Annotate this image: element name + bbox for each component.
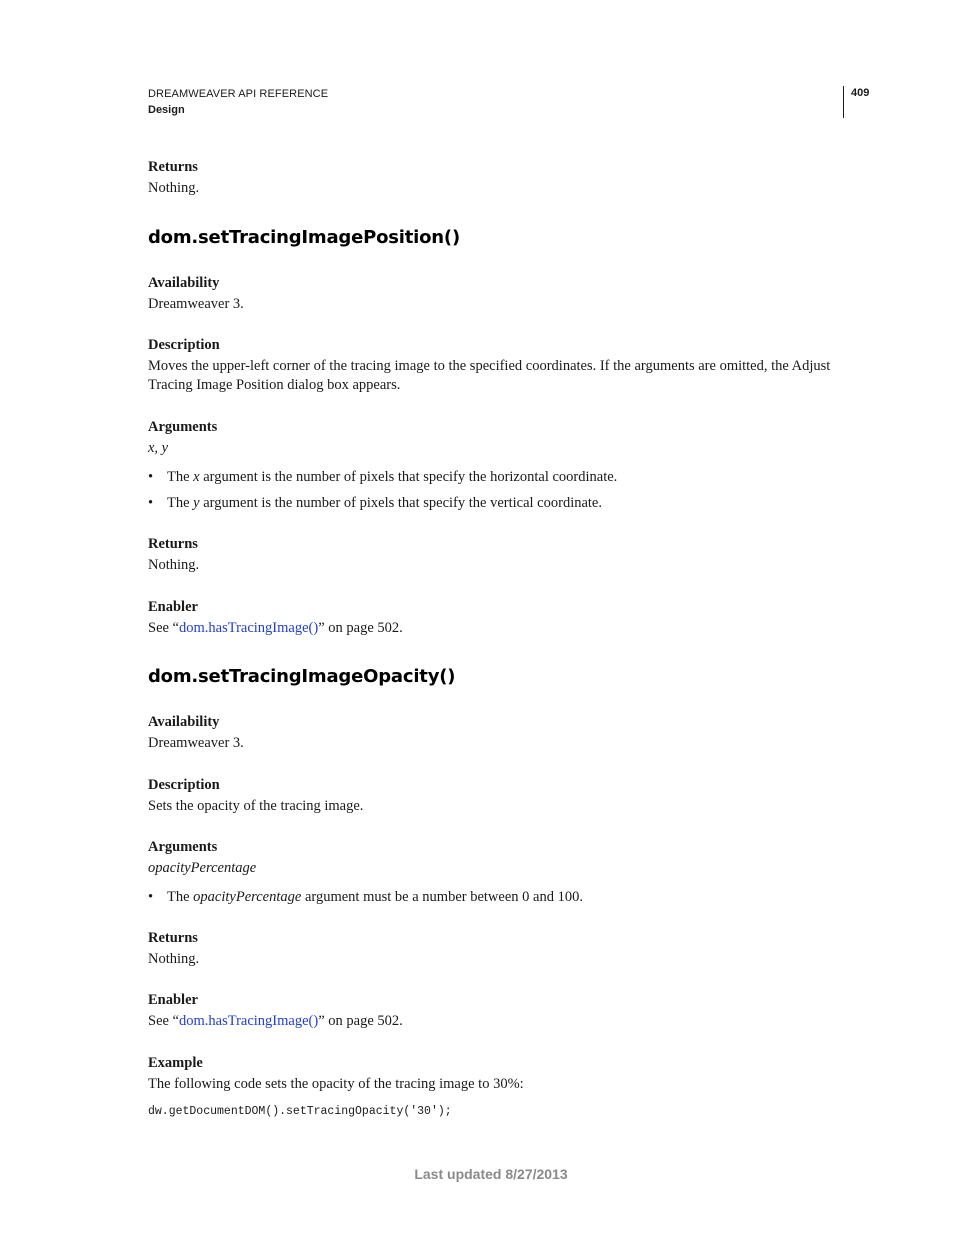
opacity-availability-label: Availability	[148, 714, 220, 730]
position-availability-label: Availability	[148, 275, 220, 291]
opacity-enabler-section	[148, 991, 848, 1031]
bullet-argument: y	[193, 495, 200, 511]
opacity-enabler-text	[148, 1012, 848, 1031]
bullet-suffix: argument is the number of pixels that specify the vertical coordinate.	[199, 495, 602, 511]
position-returns-value: Nothing.	[148, 557, 200, 573]
opacity-returns-value: Nothing.	[148, 951, 200, 967]
opacity-example-value: The following code sets the opacity of the tracing image to 30%:	[148, 1076, 524, 1092]
running-header-section: Design	[148, 104, 185, 116]
intro-returns-section	[148, 158, 848, 198]
running-header-title: DREAMWEAVER API REFERENCE	[148, 88, 329, 100]
enabler-link[interactable]: dom.hasTracingImage()	[179, 620, 319, 636]
position-availability-value: Dreamweaver 3.	[148, 296, 244, 312]
opacity-enabler-label: Enabler	[148, 992, 198, 1008]
position-availability-section	[148, 274, 848, 314]
bullet-argument: opacityPercentage	[193, 889, 302, 905]
opacity-description-section	[148, 776, 848, 816]
position-description-section	[148, 336, 848, 395]
opacity-description-value: Sets the opacity of the tracing image.	[148, 798, 364, 814]
position-returns-section	[148, 535, 848, 575]
position-description-line1: Moves the upper-left corner of the tracing image to the specified coordinates. If the arguments are omitted, the Adjust	[148, 358, 831, 374]
enabler-prefix: See “	[148, 1013, 179, 1029]
opacity-example-section	[148, 1054, 848, 1094]
opacity-availability-value: Dreamweaver 3.	[148, 735, 244, 751]
enabler-suffix: ” on page 502.	[318, 620, 403, 636]
header-divider	[843, 86, 844, 118]
enabler-prefix: See “	[148, 620, 179, 636]
bullet-prefix: The	[167, 469, 194, 485]
position-arguments-label: Arguments	[148, 419, 218, 435]
position-arguments-value: x, y	[148, 440, 169, 456]
code-sample: dw.getDocumentDOM().setTracingOpacity('30');	[148, 1105, 452, 1118]
position-enabler-label: Enabler	[148, 599, 198, 615]
position-arguments-section	[148, 418, 848, 458]
bullet-suffix: argument must be a number between 0 and 100.	[301, 889, 583, 905]
page-number: 409	[851, 87, 870, 99]
opacity-arguments-label: Arguments	[148, 839, 218, 855]
enabler-link[interactable]: dom.hasTracingImage()	[179, 1013, 319, 1029]
bullet-text	[167, 888, 583, 907]
bullet-glyph: •	[148, 495, 154, 511]
opacity-returns-section	[148, 929, 848, 969]
intro-returns-label: Returns	[148, 159, 198, 175]
bullet-prefix: The	[167, 495, 194, 511]
footer-last-updated: Last updated 8/27/2013	[414, 1166, 568, 1182]
bullet-suffix: argument is the number of pixels that specify the horizontal coordinate.	[199, 469, 618, 485]
enabler-suffix: ” on page 502.	[318, 1013, 403, 1029]
opacity-example-label: Example	[148, 1055, 203, 1071]
position-enabler-section	[148, 598, 848, 638]
bullet-text	[167, 468, 617, 487]
opacity-heading: dom.setTracingImageOpacity()	[148, 666, 456, 687]
opacity-description-label: Description	[148, 777, 220, 793]
bullet-glyph: •	[148, 469, 154, 485]
position-enabler-text	[148, 619, 848, 638]
opacity-availability-section	[148, 713, 848, 753]
bullet-argument: x	[193, 469, 200, 485]
opacity-arguments-value: opacityPercentage	[148, 860, 257, 876]
position-heading: dom.setTracingImagePosition()	[148, 227, 460, 248]
bullet-glyph: •	[148, 889, 154, 905]
intro-returns-value: Nothing.	[148, 180, 200, 196]
position-description-line2: Tracing Image Position dialog box appears.	[148, 377, 401, 393]
opacity-arguments-section	[148, 838, 848, 878]
position-returns-label: Returns	[148, 536, 198, 552]
bullet-text	[167, 494, 602, 513]
bullet-prefix: The	[167, 889, 194, 905]
position-description-label: Description	[148, 337, 220, 353]
opacity-returns-label: Returns	[148, 930, 198, 946]
